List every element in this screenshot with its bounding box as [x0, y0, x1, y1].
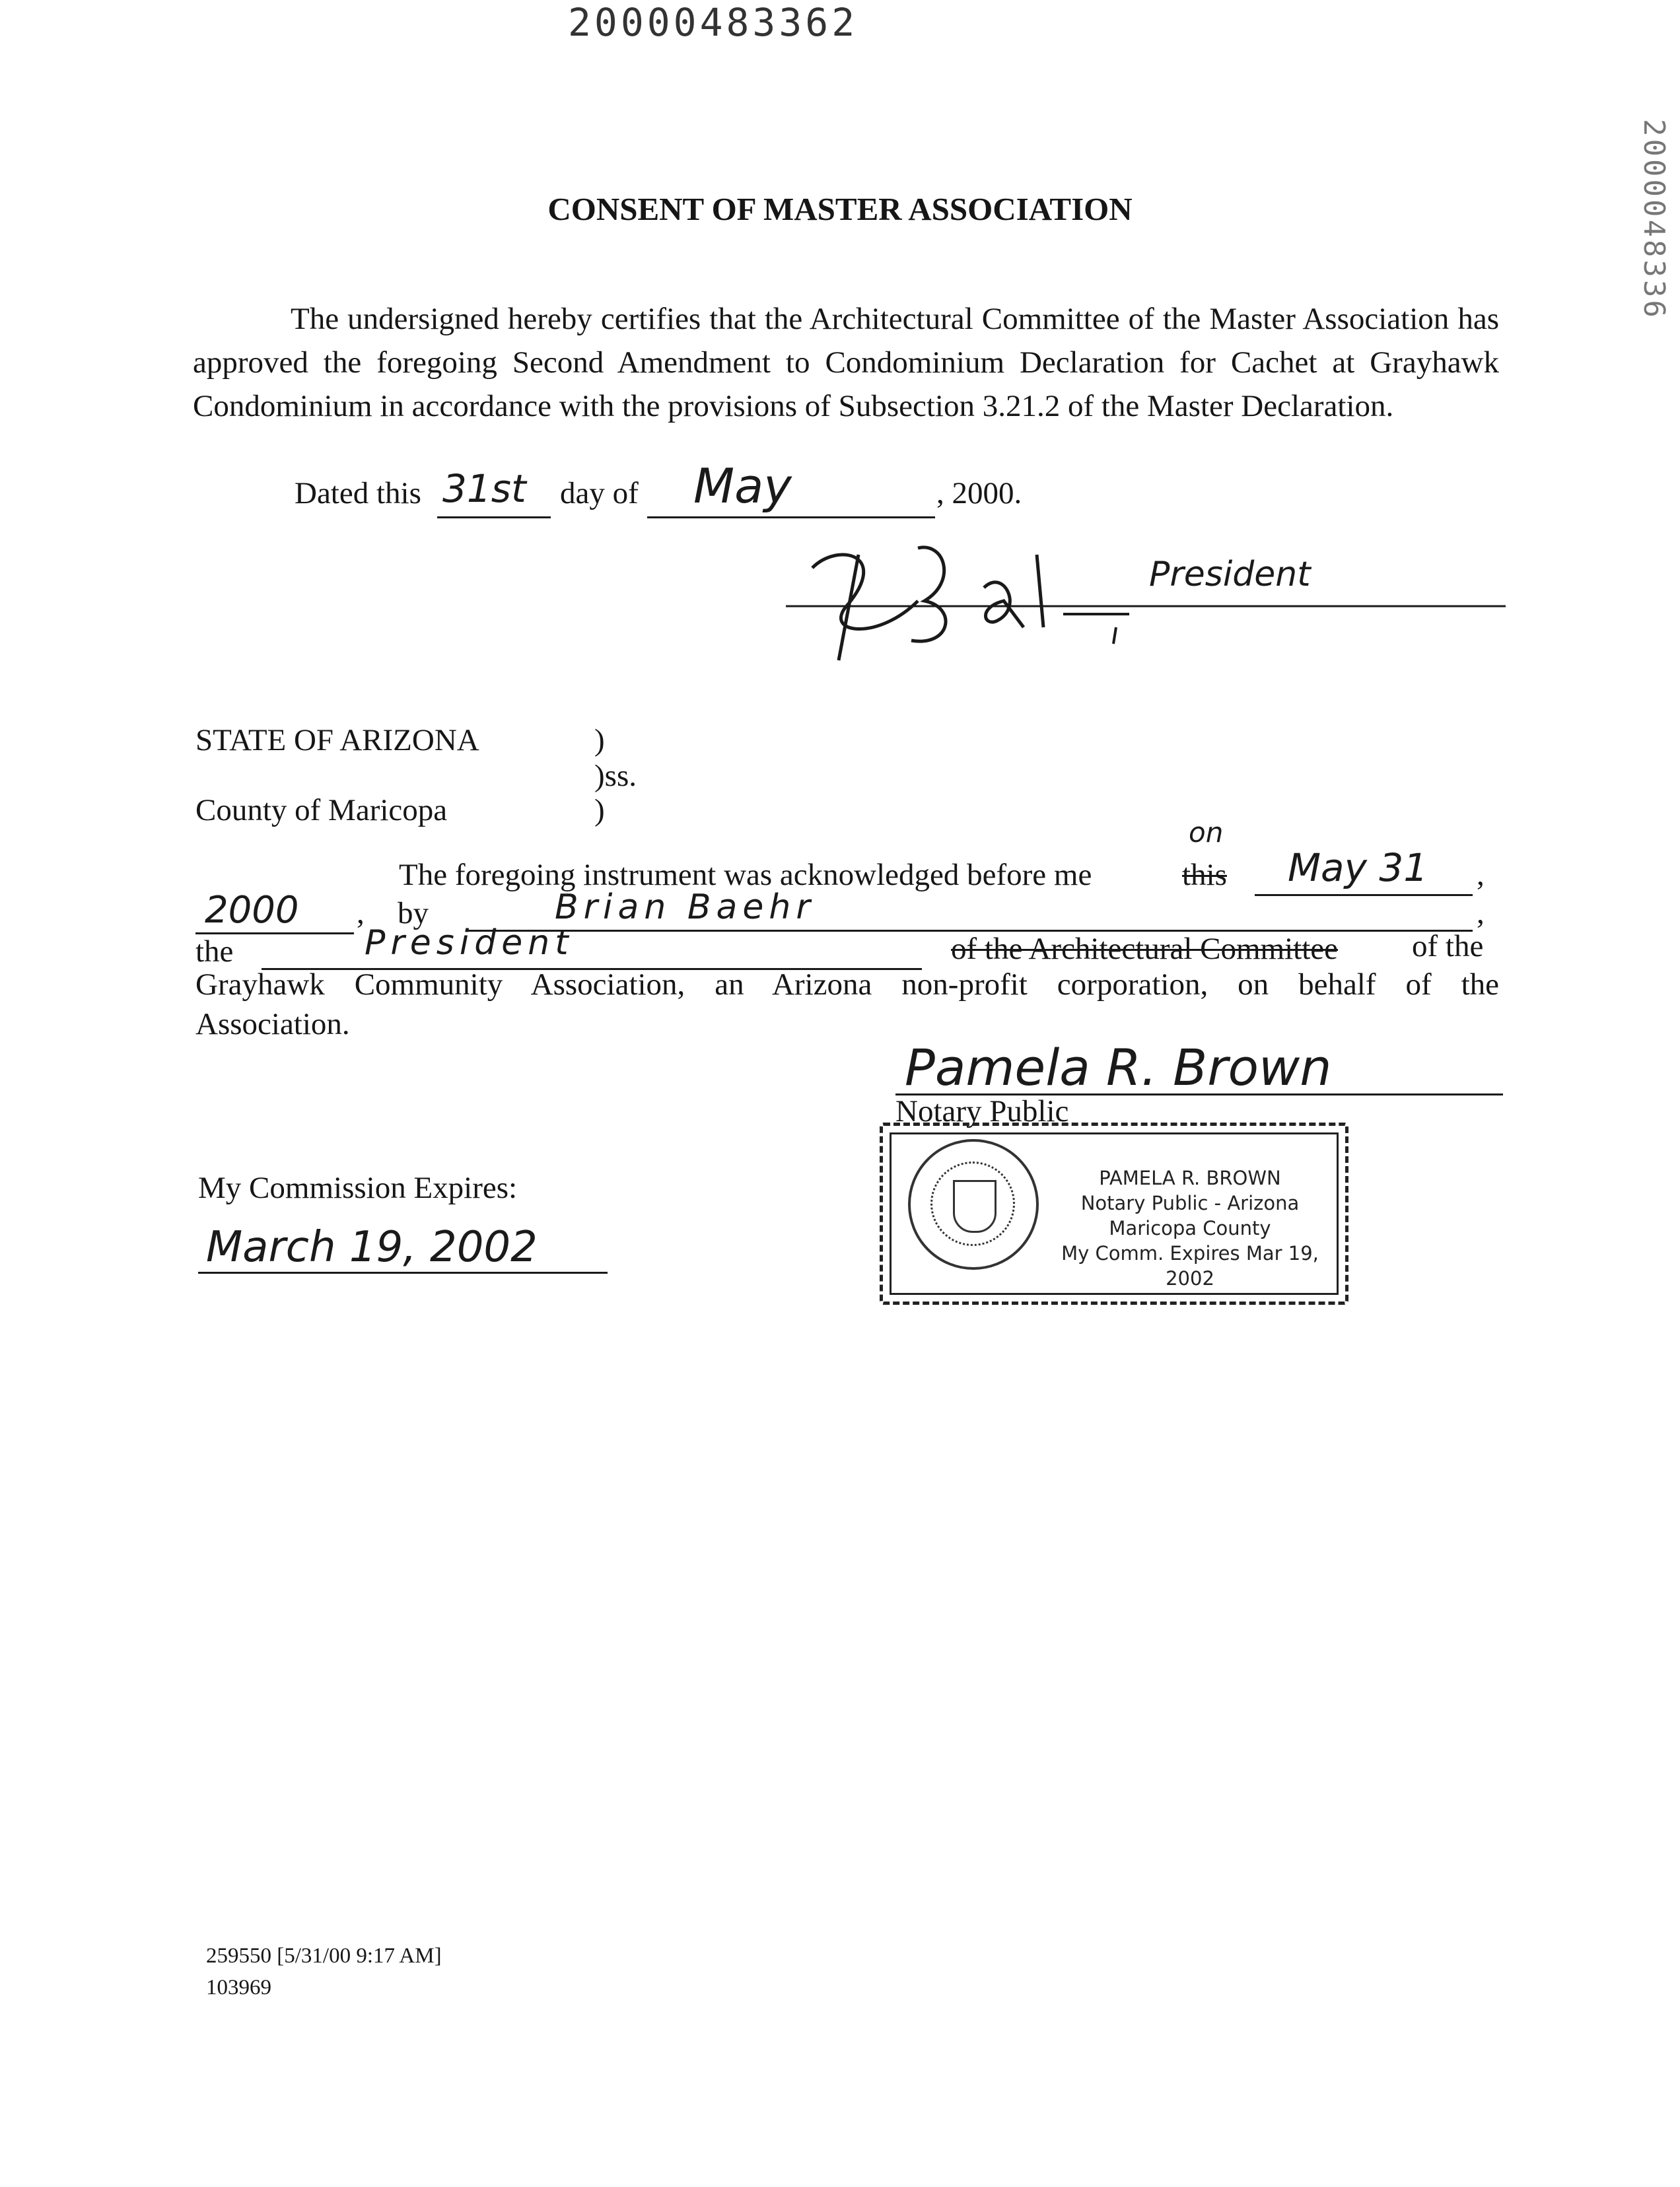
- ack-struck-this: this: [1182, 858, 1227, 892]
- signature-title-handwritten: President: [1149, 555, 1311, 594]
- ack-line4-text: Association.: [195, 1007, 350, 1041]
- ack-comma2: ,: [357, 896, 365, 930]
- ack-year-handwritten: 2000: [205, 889, 299, 932]
- signature-drawing: [786, 528, 1512, 667]
- notary-signature-handwritten: Pamela R. Brown: [905, 1038, 1332, 1097]
- stamp-line-county: Maricopa County: [1109, 1217, 1271, 1239]
- commission-date-underline: [198, 1272, 608, 1274]
- venue-state: STATE OF ARIZONA: [195, 723, 479, 757]
- venue-paren-bottom: ): [594, 793, 605, 827]
- venue-paren-top: ): [594, 723, 605, 757]
- stamp-line-expiry: My Comm. Expires Mar 19, 2002: [1061, 1242, 1319, 1290]
- ack-line1-text: The foregoing instrument was acknowledged before me: [399, 858, 1092, 892]
- month-blank-line: [647, 516, 935, 518]
- footer-reference: 259550 [5/31/00 9:17 AM]: [206, 1944, 442, 1968]
- dated-day-handwritten: 31st: [442, 466, 526, 511]
- ack-comma3: ,: [1477, 896, 1485, 930]
- ack-date-line: [1255, 894, 1473, 896]
- ack-struck-phrase: of the Architectural Committee: [951, 932, 1339, 966]
- ack-insert-on: on: [1189, 816, 1224, 849]
- certification-text: The undersigned hereby certifies that the Architectural Committee of the Master Association has approved the foregoing Second Amendment to Condominium Declaration for Cachet at Grayhawk Condominium in accordance with the provisions of Subsection 3.21.2 of the Master Declaration.: [193, 302, 1499, 423]
- document-title: CONSENT OF MASTER ASSOCIATION: [547, 191, 1133, 227]
- side-document-number: 2000048336: [1637, 119, 1671, 320]
- ack-by-label: by: [398, 896, 429, 930]
- notary-seal-shield-icon: [953, 1180, 997, 1233]
- ack-the-label: the: [195, 934, 234, 969]
- venue-county: County of Maricopa: [195, 793, 448, 827]
- dated-middle: day of: [560, 476, 639, 510]
- ack-line3-text: Grayhawk Community Association, an Arizona non-profit corporation, on behalf of the: [195, 967, 1499, 1002]
- notary-stamp: [880, 1123, 1348, 1305]
- ack-name-handwritten: Brian Baehr: [555, 887, 816, 927]
- footer-code: 103969: [206, 1976, 271, 1999]
- dated-month-handwritten: May: [693, 458, 792, 514]
- dated-prefix: Dated this: [295, 476, 421, 510]
- stamp-line-title: Notary Public - Arizona: [1080, 1192, 1300, 1214]
- notary-seal: [908, 1139, 1039, 1270]
- commission-label: My Commission Expires:: [198, 1171, 518, 1205]
- document-number: 20000483362: [568, 0, 858, 45]
- ack-date-handwritten: May 31: [1288, 845, 1428, 890]
- ack-comma1: ,: [1477, 858, 1485, 892]
- notary-public-label: Notary Public: [895, 1094, 1069, 1128]
- certification-paragraph: [193, 297, 1499, 428]
- dated-suffix: , 2000.: [936, 476, 1022, 510]
- signature-area: [786, 528, 1512, 667]
- commission-date-handwritten: March 19, 2002: [206, 1223, 538, 1272]
- day-blank-line: [437, 516, 551, 518]
- ack-of-the: of the: [1412, 929, 1484, 963]
- venue-ss: )ss.: [594, 759, 637, 793]
- stamp-line-name: PAMELA R. BROWN: [1099, 1167, 1281, 1189]
- ack-role-handwritten: President: [365, 923, 574, 963]
